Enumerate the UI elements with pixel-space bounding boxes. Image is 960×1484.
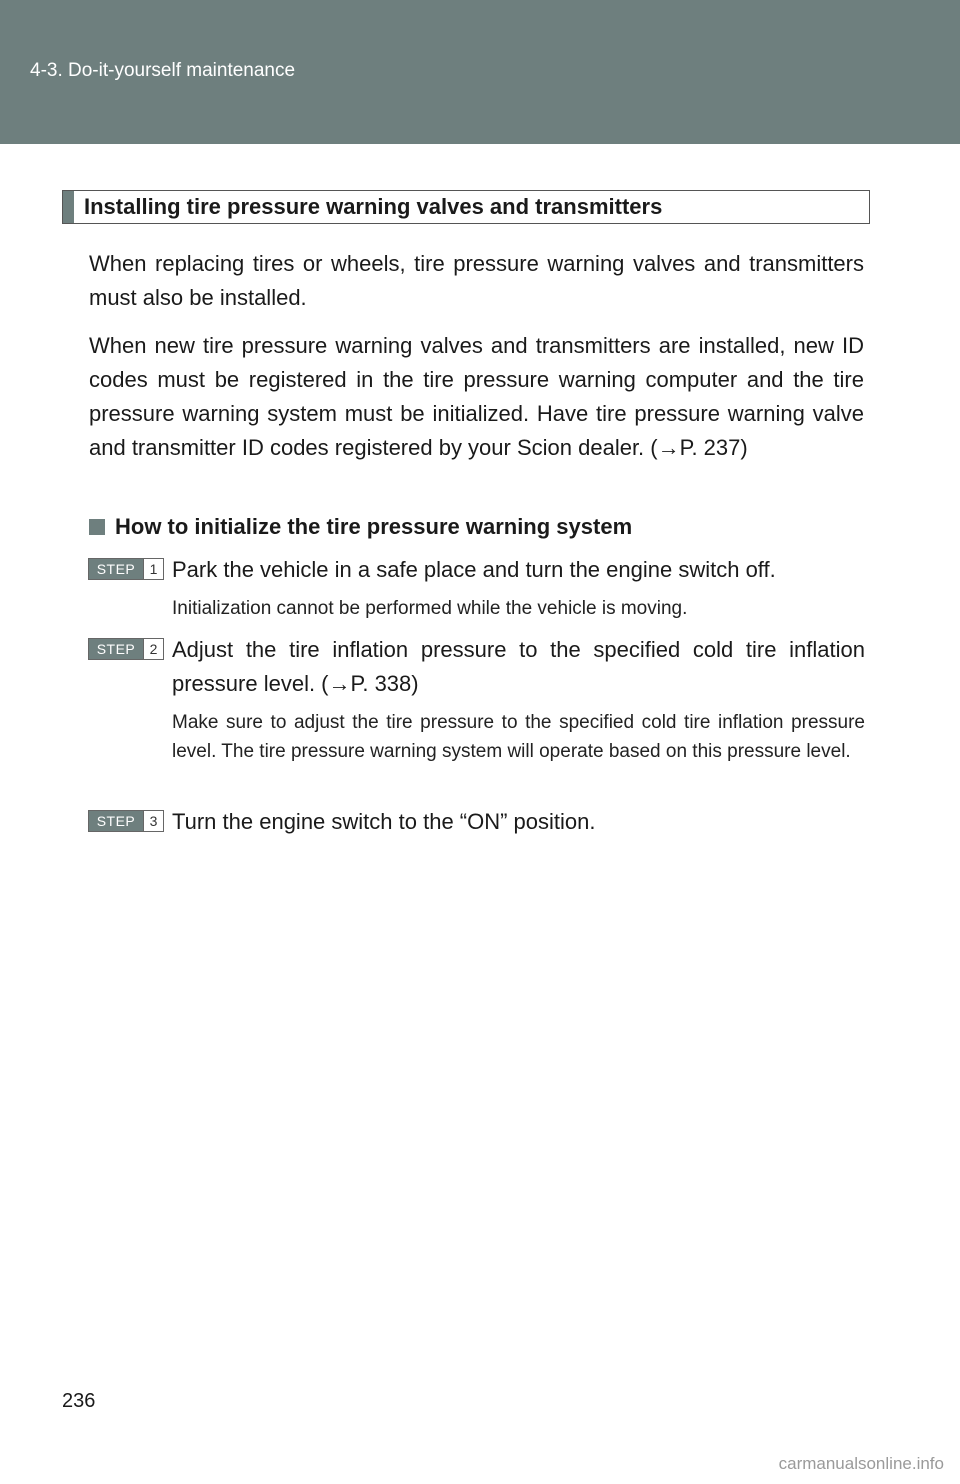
step-1-note: Initialization cannot be performed while the vehicle is moving. bbox=[172, 598, 688, 619]
section-heading-box bbox=[62, 190, 870, 224]
step-label: STEP bbox=[89, 639, 143, 659]
step-label: STEP bbox=[89, 811, 143, 831]
step-number: 1 bbox=[143, 559, 163, 579]
step-number: 3 bbox=[143, 811, 163, 831]
header-band bbox=[0, 0, 960, 144]
step-2-text: Adjust the tire inflation pressure to the specified cold tire inflation pressure level. (→P. 338) bbox=[172, 637, 865, 696]
section-breadcrumb: 4-3. Do-it-yourself maintenance bbox=[30, 60, 296, 81]
step-1-text: Park the vehicle in a safe place and turn the engine switch off. bbox=[172, 557, 776, 582]
step-label: STEP bbox=[89, 559, 143, 579]
step-3-text: Turn the engine switch to the “ON” position. bbox=[172, 809, 596, 834]
intro-paragraph: When replacing tires or wheels, tire pressure warning valves and transmitters must also be installed. bbox=[89, 251, 864, 310]
subsection-heading bbox=[89, 514, 632, 540]
id-codes-paragraph: When new tire pressure warning valves and transmitters are installed, new ID codes must be registered in the tire pressure warning computer and the tire pressure warning system must be initialized. Have tire pressure warning valve and transmitter ID codes registered by your Scion dealer. (→P. 237) bbox=[89, 333, 864, 460]
page-number: 236 bbox=[62, 1390, 96, 1412]
heading-accent-bar bbox=[63, 191, 74, 223]
section-title: Installing tire pressure warning valves and transmitters bbox=[84, 194, 663, 219]
step-badge-2 bbox=[88, 638, 164, 660]
subsection-title: How to initialize the tire pressure warning system bbox=[115, 514, 633, 539]
step-badge-1 bbox=[88, 558, 164, 580]
watermark: carmanualsonline.info bbox=[778, 1454, 944, 1473]
step-number: 2 bbox=[143, 639, 163, 659]
square-bullet-icon bbox=[89, 519, 105, 535]
step-badge-3 bbox=[88, 810, 164, 832]
step-2-note: Make sure to adjust the tire pressure to the specified cold tire inflation pressure level. The tire pressure warning system will operate based on this pressure level. bbox=[172, 712, 865, 762]
